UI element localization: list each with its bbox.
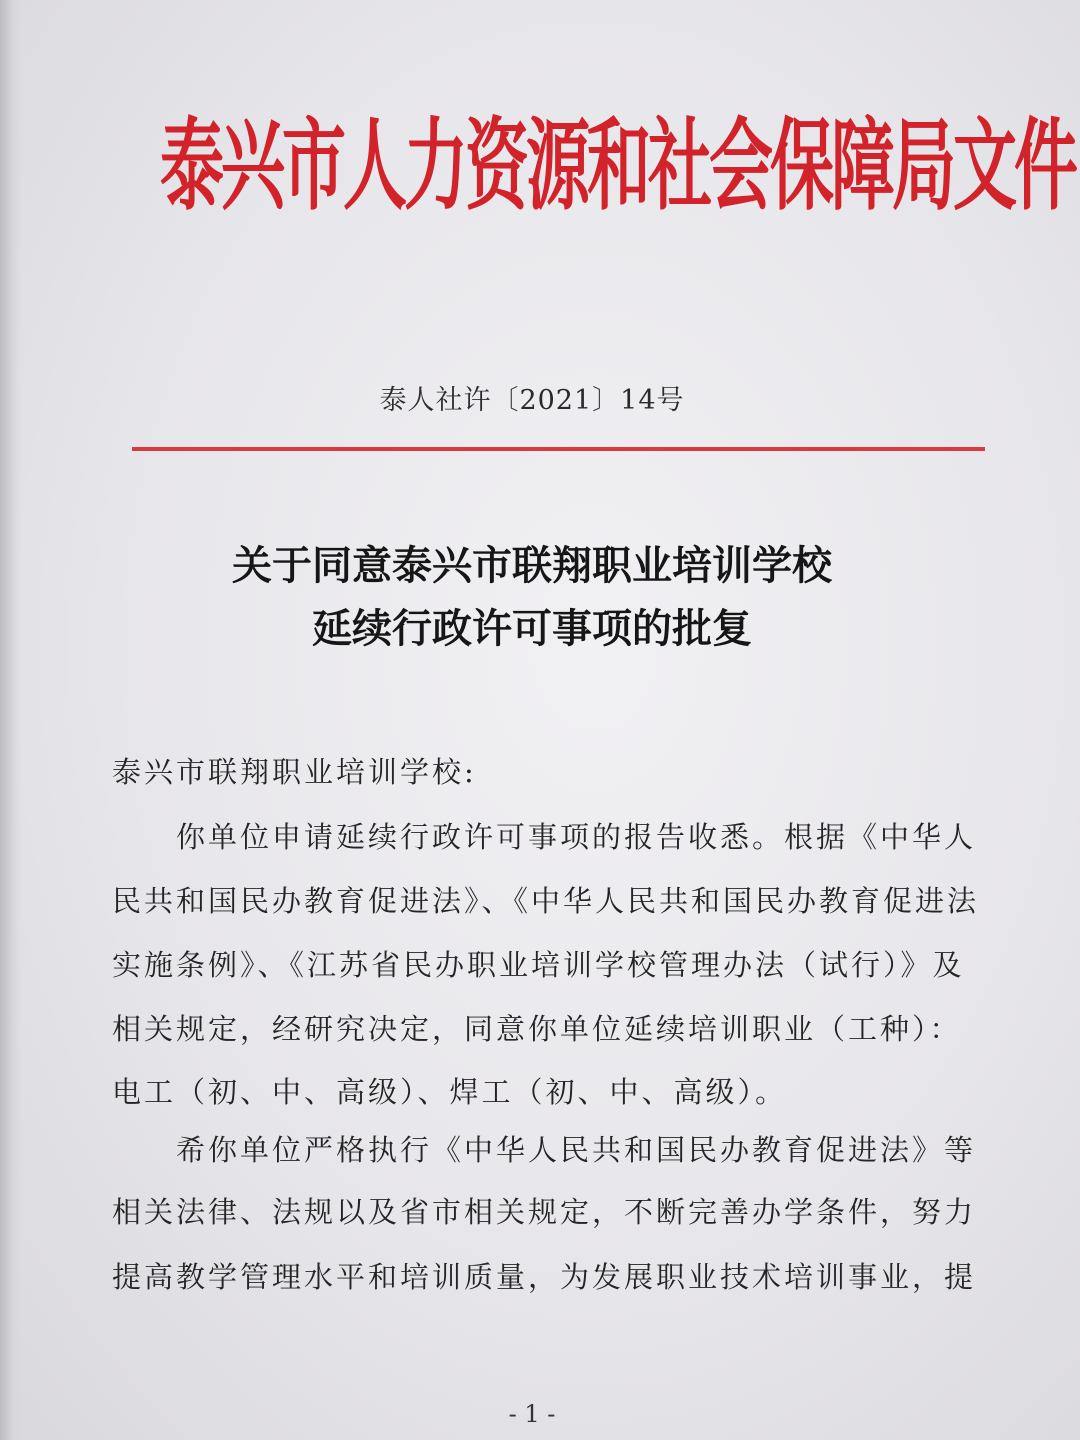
page-number: - 1 - bbox=[508, 1400, 556, 1428]
body-line: 提高教学管理水平和培训质量，为发展职业技术培训事业，提 bbox=[112, 1260, 977, 1294]
body-line: 相关法律、法规以及省市相关规定，不断完善办学条件，努力 bbox=[112, 1195, 977, 1229]
subject-title-line-1: 关于同意泰兴市联翔职业培训学校 bbox=[232, 542, 832, 589]
body-line: 民共和国民办教育促进法》、《中华人民共和国民办教育促进法 bbox=[112, 884, 980, 918]
page-fold-shadow bbox=[0, 0, 22, 1440]
body-line: 相关规定，经研究决定，同意你单位延续培训职业（工种）： bbox=[112, 1012, 962, 1046]
body-line: 希你单位严格执行《中华人民共和国民办教育促进法》等 bbox=[112, 1133, 977, 1167]
red-divider-line bbox=[132, 447, 985, 451]
addressee: 泰兴市联翔职业培训学校: bbox=[112, 755, 477, 789]
body-line: 实施条例》、《江苏省民办职业培训学校管理办法（试行）》及 bbox=[112, 948, 965, 982]
body-line: 你单位申请延续行政许可事项的报告收悉。根据《中华人 bbox=[112, 820, 977, 854]
issuer-red-header: 泰兴市人力资源和社会保障局文件 bbox=[160, 110, 1075, 225]
document-number: 泰人社许〔2021〕14号 bbox=[379, 385, 685, 416]
body-line: 电工（初、中、高级）、焊工（初、中、高级）。 bbox=[112, 1075, 788, 1109]
subject-title-line-2: 延续行政许可事项的批复 bbox=[312, 605, 752, 652]
